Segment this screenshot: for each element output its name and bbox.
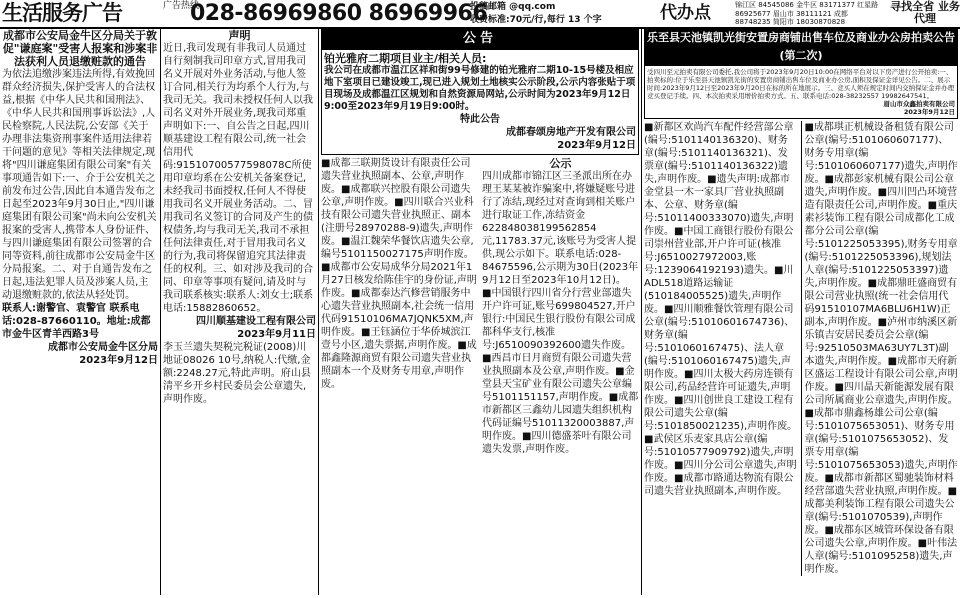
- auction-notice: [644, 65, 958, 119]
- divider: [641, 29, 642, 595]
- brand-subtitle: 广告热线: [163, 1, 200, 11]
- project-special: 特此公告: [460, 114, 500, 125]
- column-5: [644, 29, 958, 595]
- left-classified-list: [644, 121, 798, 576]
- notice-contact: 联系人:谢警官、袁警官 联系电话:028-87660110。地址:成都市金牛区青羊西路3号: [2, 303, 151, 340]
- slogan: 寻找全省 业务代理: [890, 0, 960, 25]
- project-title: 铂光雅府二期项目业主/相关人员:: [324, 52, 487, 65]
- auction-sign: 眉山市众鑫拍卖有限公司: [883, 100, 955, 108]
- statement-title: 声明: [228, 29, 251, 42]
- brand-title: 生活服务广告: [2, 1, 122, 25]
- announcement-header: 公告: [321, 29, 639, 49]
- project-body: 我公司在成都市温江区祥和街99号修建的铂光雅府二期10-15号楼及相应地下室项目已建设竣工,现已进入规划土地核实公示阶段,公示内容张贴于项目现场及成都温江区规划和自然资源局网站,公示时间为2023年9月12日9:00至2023年9月19日9:00时。: [324, 65, 636, 112]
- auction-date: 2023年9月12日: [903, 108, 955, 116]
- divider: [801, 121, 802, 576]
- project-notice: [321, 49, 639, 155]
- list-item: ■成都三联期货设计有限责任公司遗失营业执照副本、公章,声明作废。■成都联兴控股有限公司遗失公章,声明作废。■四川联合兴业科技有限公司遗失营业执照正、副本(注册号28970288-9)遗失,声明作废。■温江魏荣华餐饮店遗失公章,编号5101150027175声明作废。■成都市公安局成华分局2021年1月27日核发给陈佳宇的身份证,声明作废。■成都泰达汽修营销服务中心遗失营业执照副本,社会统一信用代码91510106MA7JQNK5XM,声明作废。■王钰涵位于华侨城滨江壹号小区,遗失票据,声明作废。■成都鑫隆源商贸有限公司遗失营业执照副本一个及财务专用章,声明作废。: [321, 158, 477, 390]
- left-notice-list: [321, 157, 478, 456]
- agent-label: 代办点: [660, 3, 711, 23]
- email-line: 投稿邮箱 @qq.com: [470, 2, 556, 12]
- column-2: [163, 29, 316, 595]
- notice-title: 成都市公安局金牛区分局关于敦促"谦庭案"受害人报案和涉案非法获利人员退缴赃款的通告: [2, 29, 158, 68]
- notice-sign: 成都市公安局金牛区分局: [48, 342, 158, 353]
- divider: [318, 29, 319, 595]
- right-notice-list: [482, 157, 639, 456]
- column-3: [321, 29, 639, 595]
- column-1: [2, 29, 158, 595]
- auction-body: 受四川至元拍卖有限公司委托,我公司将于2023年9月20日10:00在网络平台对以下房产进行公开拍卖:一、拍卖标的:位于乐至县天池镇凯光街的安置房商铺出售车位及商业办公房,面积及保证金详见公告。二、展示时间:2023年9月12日至2023年9月20日在标的所在地展示。三、竞买人须在规定时间内交纳保证金并办理竞买登记手续。四、本次拍卖采用增价拍卖方式。五、联系电话:028-38232557 19982647541。: [647, 68, 955, 100]
- right-classified-list: [804, 121, 958, 576]
- public-notice-body: 四川成都市锦江区三圣派出所在办理王某某被诈骗案中,将嫌疑账号进行了冻结,现经过对查询到相关账户进行取证工作,冻结资金622848038199562854元,11783.37元,该账号为受害人提供,现公示如下。联系电话:028-84675596,公示期为30日(2023年9月12日至2023年10月12日)。: [482, 171, 639, 286]
- office-list: 锦江区 84545086 金牛区 83171377 红星路 86925677 眉山市 38111121 成都 88748235 简阳市 18030870828: [735, 1, 879, 26]
- fee-line: 收费标准:70元/行,每行 13 个字: [470, 15, 602, 25]
- notice-body: 为依法追缴涉案违法所得,有效挽回群众经济损失,保护受害人的合法权益,根据《中华人民共和国刑法》、《中华人民共和国刑事诉讼法》,人民检察院,人民法院,公安部《关于办理非法集资刑事案件适用法律若干问题的意见》等相关法律规定,现将"四川谦庭集团有限公司案"有关事项通告如下:一、介于公安机关之前发布过公告,因此自本通告发布之日起至2023年9月30日止,"四川谦庭集团有限公司案"尚未向公安机关报案的受害人,携带本人身份证件、与四川谦庭集团有限公司签署的合同等资料,前往成都市公安局金牛区分局报案。二、对于自通告发布之日起,违法犯罪人员及涉案人员,主动退缴赃款的,依法从轻处罚。: [2, 69, 157, 301]
- statement-tail: 李玉兰遗失契税完税证(2008)川地证08026 10号,纳税人:代缴,金额:2248.27元,特此声明。府山县清平乡开乡村民委员会公章遗失,声明作废。: [163, 342, 311, 405]
- statement-body: 近日,我司发现有非我司人员通过自行刻制我司印章方式,冒用我司名义开展对外业务活动,与他人签订合同,相关行为均系个人行为,与我司无关。我司未授权任何人以我司名义对外开展业务,现我司郑重声明如下:一、自公告之日起,四川顺基建设工程有限公司,统一社会信用代码:91510700577598078C所使用印章均系在公安机关备案登记,未经我司书面授权,任何人不得使用我司名义开展业务活动。二、冒用我司名义签订的合同及产生的债权债务,均与我司无关,我司不承担任何法律责任,对于冒用我司名义的行为,我司将保留追究其法律责任的权利。三、如对涉及我司的合同、印章等事项有疑问,请及时与我司联系核实:联系人:刘女士;联系电话:15882860652。: [163, 43, 314, 314]
- project-sign: 成都春颂房地产开发有限公司: [506, 127, 636, 138]
- auction-title: 乐至县天池镇凯光街安置房商铺出售车位及商业办公房拍卖公告(第二次): [644, 29, 958, 65]
- public-notice-title: 公示: [549, 157, 572, 170]
- ad-phone: 028-86969860 86969966: [190, 1, 488, 26]
- list-item: ■成都市鼎鑫杨雄公司公章(编号:5101075653051)、财务专用章(编号:5101075653052)、发票专用章(编号:5101075653053)遗失,声明作废。■成都市新都区蜀驰装饰材料经营部遗失营业执照,声明作废。■成都美利装饰工程有限公司遗失公章(编号:5101070539),声明作废。■成都东区城管环保设备有限公司遗失公章,声明作废。■叶伟法人章(编号:5101095258)遗失,声明作废。: [804, 408, 958, 575]
- notice-date: 2023年9月12日: [79, 355, 158, 366]
- statement-sign: 四川顺基建设工程有限公司: [196, 316, 316, 327]
- project-date: 2023年9月12日: [557, 140, 636, 151]
- classified-columns: [644, 121, 958, 576]
- statement-date: 2023年9月11日: [237, 329, 316, 340]
- notice-columns: [321, 157, 639, 456]
- masthead: [0, 0, 960, 29]
- divider: [160, 29, 161, 595]
- list-item: ■成都琪正机械设备租赁有限公司公章(编号:5101060607177)、财务专用章(编号:5101060607177)遗失,声明作废。■成都彭家机械有限公司公章遗失,声明作废。■四川凹凸环境营造有限责任公司,声明作废。■重庆素衫装饰工程有限公司成都化工成都分公司公章(编号:5101225053395),财务专用章(编号:5101225053396),规划法人章(编号:5101225053397)遗失,声明作废。■成都鼎旺盛商贸有限公司营业执照(统一社会信用代码91510107MA6BLU6H1W)正副本,声明作废。■泸州市纳溪区新乐镇吉安居民委员会公章(编号:92510503MA63UY7L3T)副本遗失,声明作废。■成都市天府新区盛运工程设计有限公司公章,声明作废。■四川晶天新能源发展有限公司所属商业公章遗失,声明作废。: [804, 122, 958, 406]
- list-item: ■中国银行四川省分行营业部遗失开户许可证,账号699804527,开户银行:中国民生银行股份有限公司成都科华支行,核准号:J6510090392600遗失作废。■西昌市日月商贸有限公司遗失营业执照副本及公章,声明作废。■金堂县天宝矿业有限公司遗失公章编号5101151157,声明作废。■成都市新都区三鑫幼儿园遗失组织机构代码证编号51011320003887,声明作废。■四川德盛茶叶有限公司遗失发票,声明作废。: [482, 288, 639, 455]
- list-item: ■新都区欢尚汽车配件经营部公章(编号:5101140136320)、财务章(编号:5101140136321)、发票章(编号:5101140136322)遗失,声明作废。■遗失声明:成都市金堂县一木一家具厂营业执照副本、公章、财务章(编号:51011400333070)遗失,声明作废。■中国工商银行股份有限公司崇州营业部,开户许可证(核准号:J6510027972003,账号:1239064192193)遗失。■川ADL518道路运输证(510184005525)遗失,声明作废。■四川顺雅餐饮管理有限公司公章(编号:51010601674736)、财务章(编号:5101060167475)、法人章(编号:5101060167475)遗失,声明作废。■四川太极大药房连锁有限公司,药品经营许可证遗失,声明作废。■四川创世良工建设工程有限公司遗失公章(编号:5101850021235),声明作废。■武侯区乐麦家具店公章(编号:51010577909792)遗失,声明作废。■四川分公司公章遗失,声明作废。■成都市路通达物流有限公司遗失营业执照副本,声明作废。: [644, 122, 798, 497]
